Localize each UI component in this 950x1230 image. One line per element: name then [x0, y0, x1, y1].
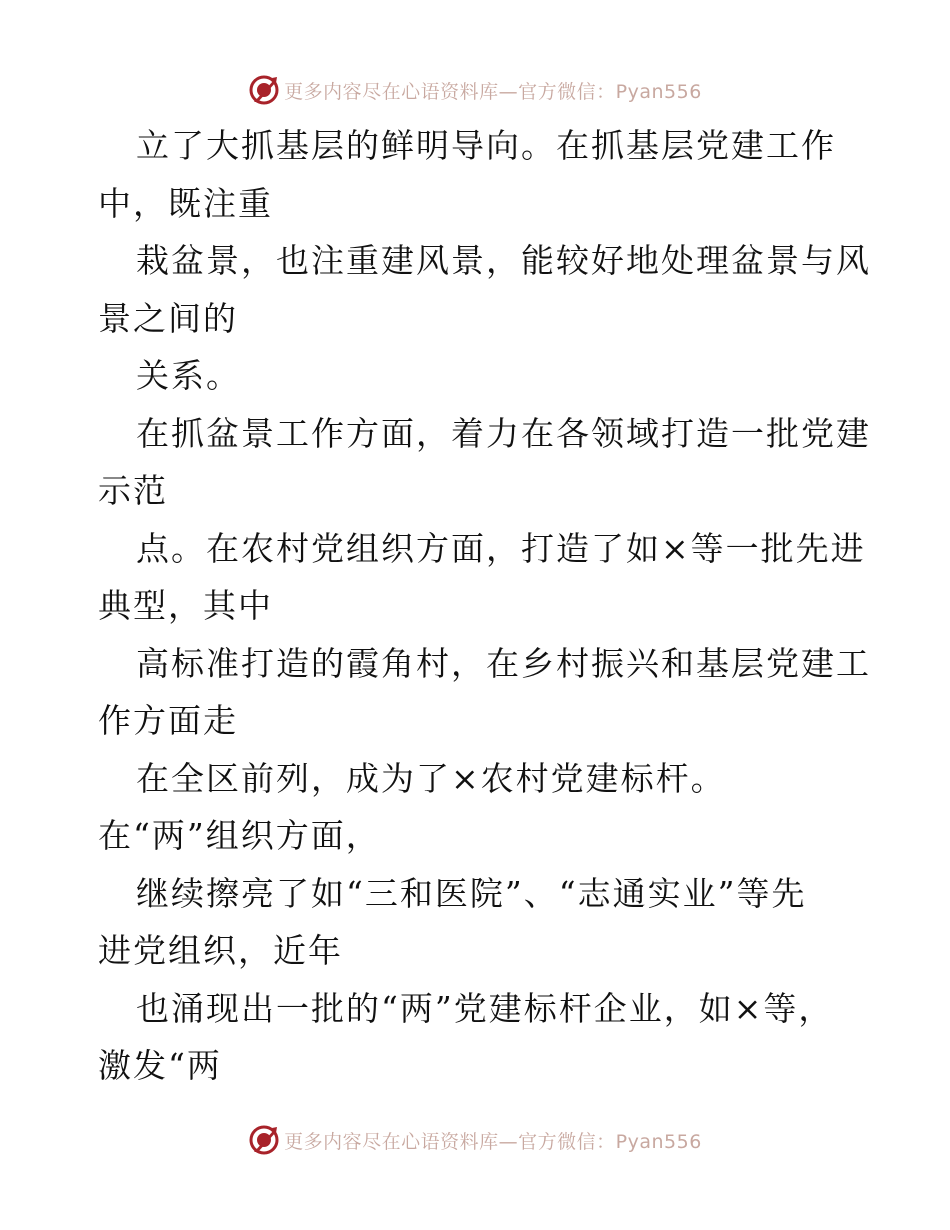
- body-line: 在抓盆景工作方面，着力在各领域打造一批党建: [136, 413, 871, 453]
- body-line: 在全区前列，成为了×农村党建标杆。: [136, 758, 726, 798]
- document-body: [98, 117, 871, 1095]
- body-line: 进党组织，近年: [98, 931, 343, 970]
- body-line: 景之间的: [98, 298, 238, 338]
- body-line: 关系。: [136, 356, 241, 395]
- header-banner: [0, 70, 950, 110]
- body-line: 继续擦亮了如“三和医院”、“志通实业”等先: [136, 873, 807, 913]
- body-line: 典型，其中: [98, 586, 273, 625]
- body-line: 立了大抓基层的鲜明导向。在抓基层党建工作: [136, 126, 836, 165]
- body-line: 点。在农村党组织方面，打造了如×等一批先进: [136, 528, 866, 568]
- body-line: 也涌现出一批的“两”党建标杆企业，如×等，: [136, 988, 834, 1028]
- body-line: 在“两”组织方面，: [98, 816, 381, 855]
- body-line: 高标准打造的霞角村，在乡村振兴和基层党建工: [136, 643, 871, 683]
- footer-banner: [0, 1120, 950, 1160]
- body-line: 作方面走: [98, 701, 238, 740]
- header-banner-text: 更多内容尽在心语资料库—官方微信：Pyan556: [284, 80, 702, 103]
- footer-banner-text: 更多内容尽在心语资料库—官方微信：Pyan556: [284, 1130, 702, 1153]
- body-line: 激发“两: [98, 1046, 222, 1085]
- body-line: 中，既注重: [98, 183, 273, 223]
- quill-logo-icon: [248, 1124, 280, 1156]
- quill-logo-icon: [248, 74, 280, 106]
- body-line: 栽盆景，也注重建风景，能较好地处理盆景与风: [136, 241, 871, 280]
- body-line: 示范: [98, 471, 168, 510]
